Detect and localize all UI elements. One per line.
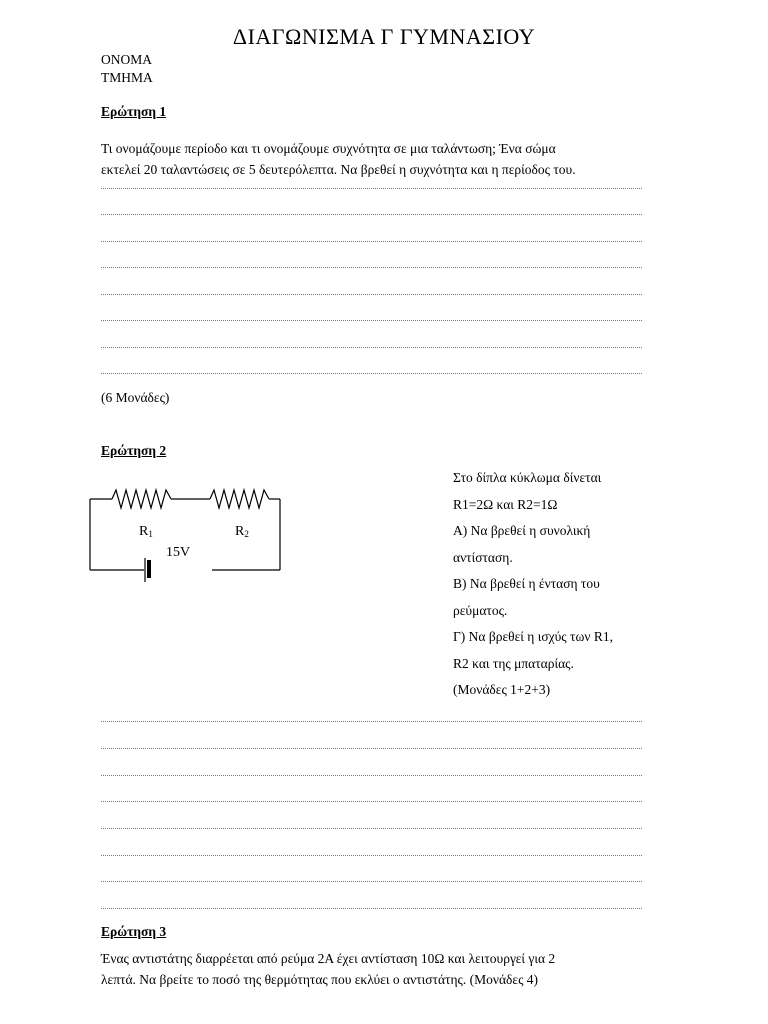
answer-line[interactable]	[101, 373, 642, 375]
question-1-text	[101, 138, 661, 180]
answer-line[interactable]	[101, 188, 642, 190]
question-1-text-line: Τι ονομάζουμε περίοδο και τι ονομάζουμε συχνότητα σε μια ταλάντωση; Ένα σώμα	[101, 141, 556, 156]
question-2-marks: (Μονάδες 1+2+3)	[453, 682, 551, 697]
question-2-text	[453, 465, 673, 704]
question-2-line: Γ) Να βρεθεί η ισχύς των R1,	[453, 629, 613, 644]
document-title: ΔΙΑΓΩΝΙΣΜΑ Γ ΓΥΜΝΑΣΙΟΥ	[232, 24, 536, 49]
question-1-marks: (6 Μονάδες)	[101, 390, 170, 405]
answer-line[interactable]	[101, 721, 642, 723]
answer-line[interactable]	[101, 908, 642, 910]
r1-label: R1	[139, 524, 153, 539]
question-1-heading: Ερώτηση 1	[101, 104, 167, 119]
question-3-text-line: Ένας αντιστάτης διαρρέεται από ρεύμα 2Α έχει αντίσταση 10Ω και λειτουργεί για 2	[101, 951, 556, 966]
question-2-line: αντίσταση.	[453, 549, 513, 565]
question-3-text	[101, 948, 661, 990]
question-2-line: R1=2Ω και R2=1Ω	[453, 496, 558, 512]
answer-line[interactable]	[101, 214, 642, 216]
voltage-label: 15V	[166, 545, 191, 560]
answer-line[interactable]	[101, 801, 642, 803]
question-1-text-line: εκτελεί 20 ταλαντώσεις σε 5 δευτερόλεπτα. Να βρεθεί η συχνότητα και η περίοδος του.	[101, 162, 576, 177]
question-2-line: R2 και της μπαταρίας.	[453, 655, 574, 671]
question-3-heading: Ερώτηση 3	[101, 924, 167, 939]
circuit-diagram	[80, 478, 300, 588]
answer-line[interactable]	[101, 828, 642, 830]
answer-line[interactable]	[101, 347, 642, 349]
answer-line[interactable]	[101, 241, 642, 243]
question-2-line: ρεύματος.	[453, 602, 508, 618]
question-2-line: Β) Να βρεθεί η ένταση του	[453, 576, 600, 591]
name-label: ΟΝΟΜΑ	[101, 52, 153, 67]
answer-line[interactable]	[101, 855, 642, 857]
answer-line[interactable]	[101, 294, 642, 296]
answer-line[interactable]	[101, 267, 642, 269]
battery-short-plate	[147, 560, 151, 578]
question-3-text-line: λεπτά. Να βρείτε το ποσό της θερμότητας που εκλύει ο αντιστάτης. (Μονάδες 4)	[101, 972, 539, 987]
answer-line[interactable]	[101, 881, 642, 883]
question-2-heading: Ερώτηση 2	[101, 443, 167, 458]
answer-line[interactable]	[101, 775, 642, 777]
r2-label: R2	[235, 524, 249, 539]
resistor-r1-symbol	[112, 490, 171, 508]
question-2-line: Α) Να βρεθεί η συνολική	[453, 523, 591, 538]
answer-line[interactable]	[101, 748, 642, 750]
answer-line[interactable]	[101, 320, 642, 322]
question-2-line: Στο δίπλα κύκλωμα δίνεται	[453, 470, 602, 485]
resistor-r2-symbol	[210, 490, 269, 508]
class-label: ΤΜΗΜΑ	[101, 70, 153, 85]
